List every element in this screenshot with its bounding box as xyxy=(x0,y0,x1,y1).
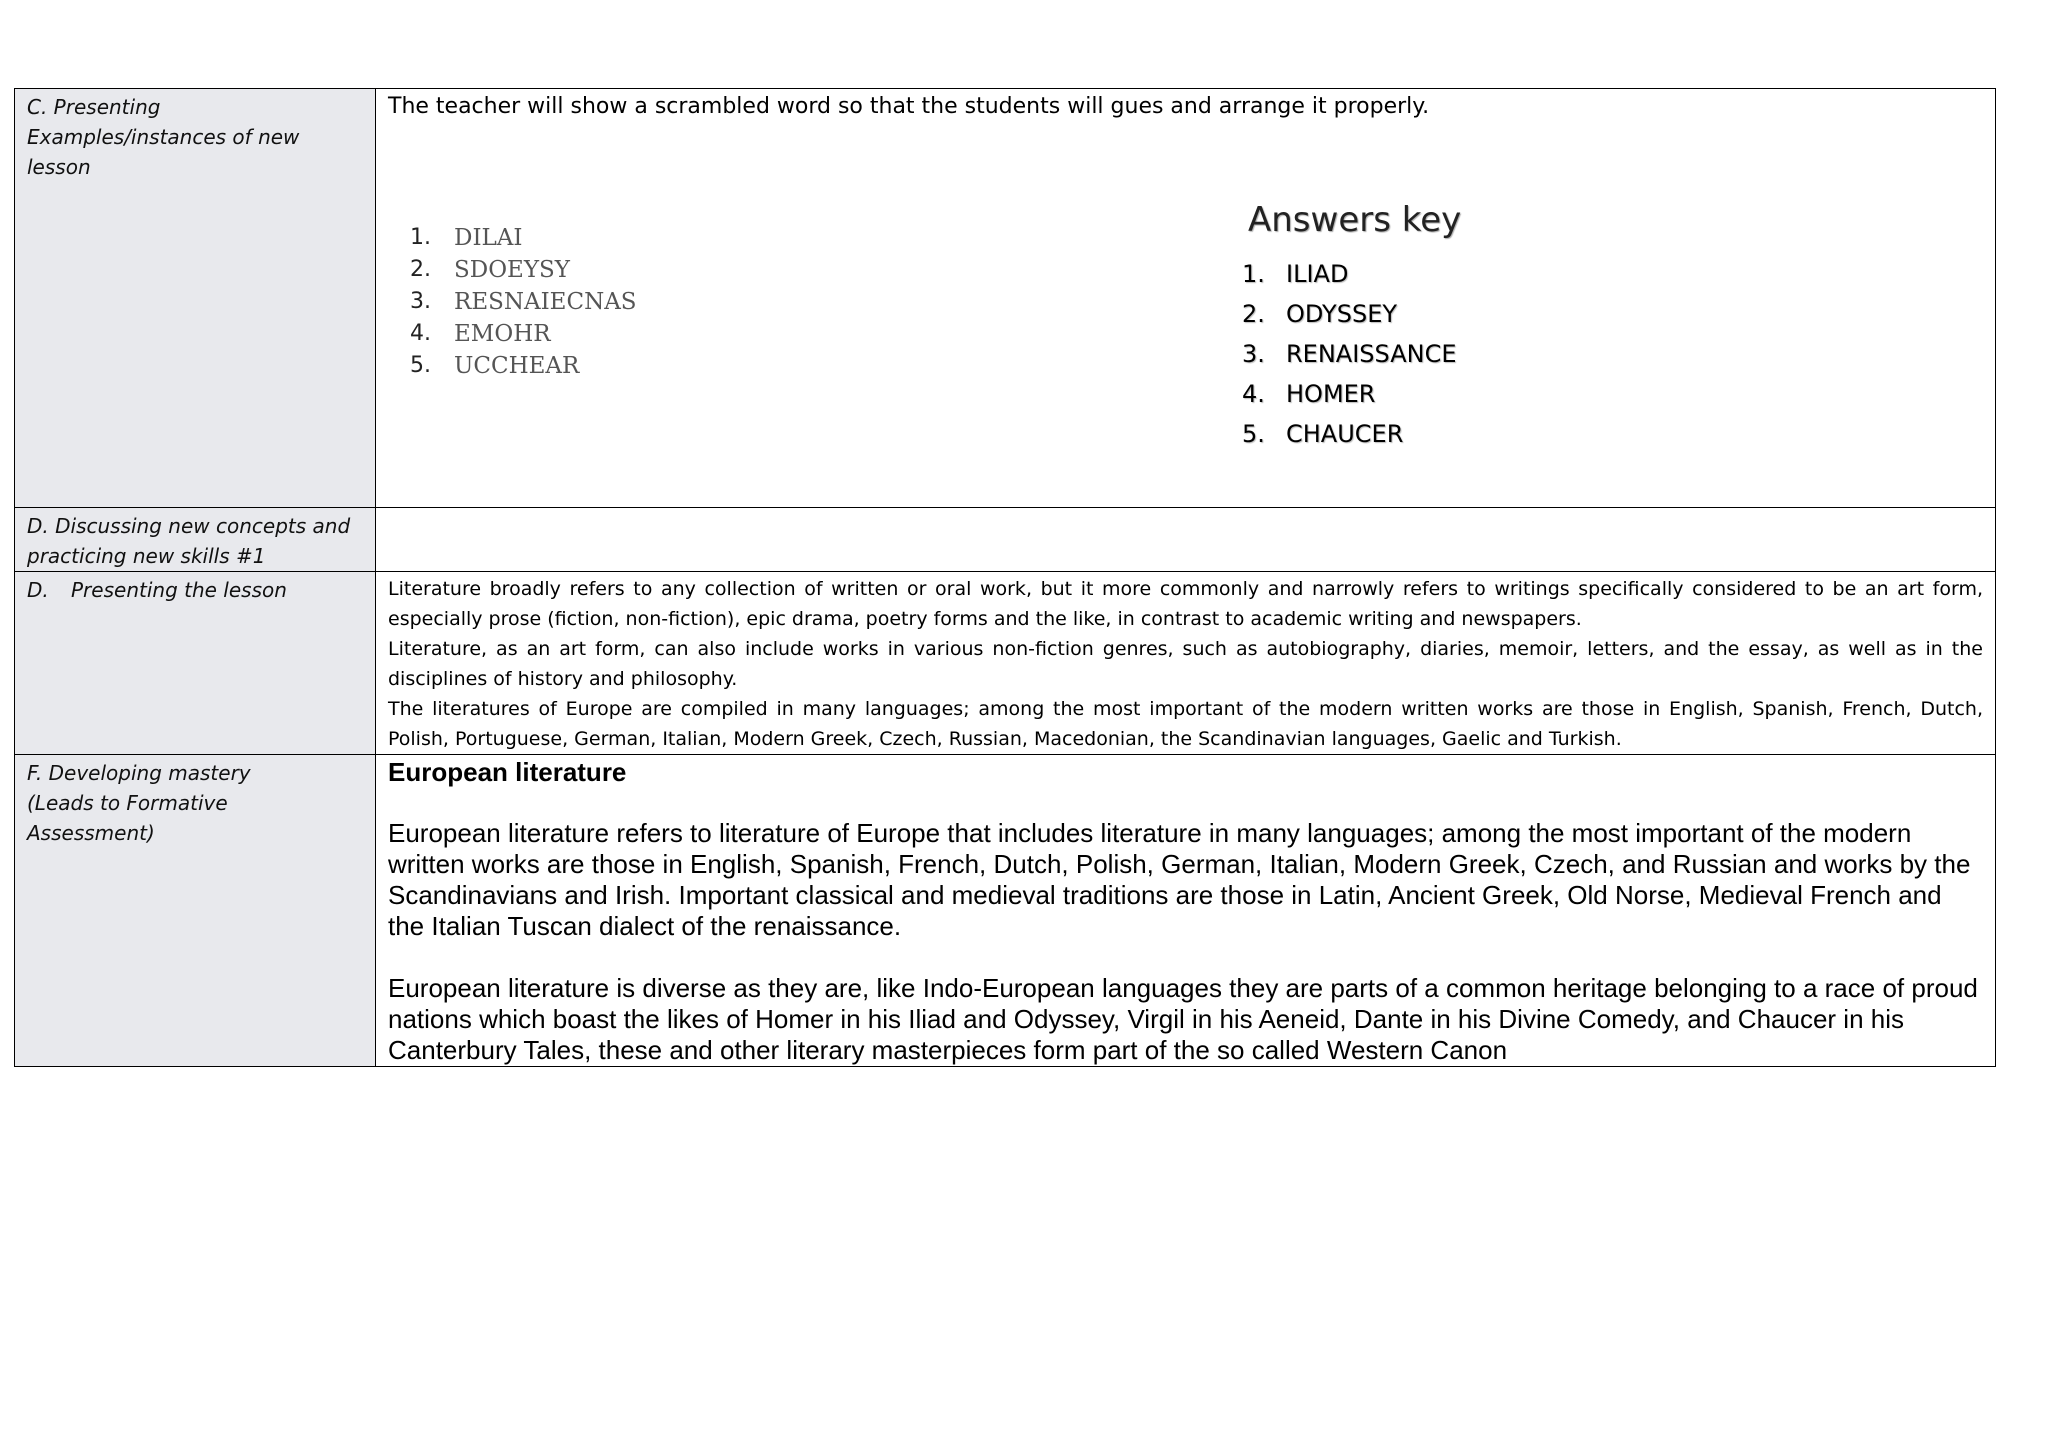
instruction-text: The teacher will show a scrambled word so that the students will gues and arrange it properly. xyxy=(388,94,1430,119)
scrambled-words-list xyxy=(410,222,637,382)
label-cell-c xyxy=(15,89,376,508)
list-number: 2. xyxy=(410,257,431,282)
answers-key-title: Answers key xyxy=(1248,200,1462,240)
list-item xyxy=(1242,374,1457,414)
row-label-f: F. Developing mastery (Leads to Formative Assessment) xyxy=(27,761,251,845)
row-label-d2 xyxy=(27,575,365,605)
list-item xyxy=(1242,254,1457,294)
answer-word: HOMER xyxy=(1286,380,1376,408)
content-cell-d2 xyxy=(376,572,1996,755)
list-number: 4. xyxy=(410,321,431,346)
list-number: 4. xyxy=(1242,380,1265,408)
scrambled-word: EMOHR xyxy=(454,321,551,347)
label-cell-f xyxy=(15,755,376,1067)
scrambled-word: RESNAIECNAS xyxy=(454,289,637,315)
list-item xyxy=(410,254,637,286)
row-developing-mastery xyxy=(15,755,1996,1067)
label-cell-d1 xyxy=(15,508,376,572)
content-cell-d1 xyxy=(376,508,1996,572)
scrambled-word: UCCHEAR xyxy=(454,353,580,379)
list-number: 3. xyxy=(410,289,431,314)
list-item xyxy=(410,318,637,350)
list-item xyxy=(410,286,637,318)
answer-word: ILIAD xyxy=(1286,260,1349,288)
list-item xyxy=(1242,414,1457,454)
list-number: 1. xyxy=(410,225,431,250)
content-cell-f xyxy=(376,755,1996,1067)
answer-word: CHAUCER xyxy=(1286,420,1404,448)
row-presenting-lesson xyxy=(15,572,1996,755)
list-item xyxy=(410,350,637,382)
list-item xyxy=(410,222,637,254)
scrambled-word: SDOEYSY xyxy=(454,257,570,283)
section-paragraph: European literature is diverse as they are, like Indo-European languages they are parts of a common heritage belonging to a race of proud nations which boast the likes of Homer in his Iliad and Odyssey, Virgil in his Aeneid, Dante in his Divine Comedy, and Chaucer in his Canterbury Tales, these and other literary masterpieces form part of the so called Western Canon xyxy=(388,973,1978,1065)
lesson-paragraph: The literatures of Europe are compiled in many languages; among the most important of the modern written works are those in English, Spanish, French, Dutch, Polish, Portuguese, German, Italian, Modern Greek, Czech, Russian, Macedonian, the Scandinavian languages, Gaelic and Turkish. xyxy=(388,698,1983,750)
lesson-text xyxy=(388,574,1983,754)
answer-word: ODYSSEY xyxy=(1286,300,1398,328)
section-title: European literature xyxy=(388,757,627,787)
list-number: 5. xyxy=(410,353,431,378)
label-cell-d2 xyxy=(15,572,376,755)
list-item xyxy=(1242,294,1457,334)
lesson-plan-table xyxy=(14,88,1996,1067)
section-paragraph: European literature refers to literature of Europe that includes literature in many languages; among the most important of the modern written works are those in English, Spanish, French, Dutch, Polish, German, Italian, Modern Greek, Czech, and Russian and works by the Scandinavians and Irish. Important classical and medieval traditions are those in Latin, Ancient Greek, Old Norse, Medieval French and the Italian Tuscan dialect of the renaissance. xyxy=(388,818,1971,941)
answers-list xyxy=(1242,254,1457,454)
lesson-paragraph: Literature broadly refers to any collection of written or oral work, but it more commonly and narrowly refers to writings specifically considered to be an art form, especially prose (fiction, non-fiction), epic drama, poetry forms and the like, in contrast to academic writing and newspapers. xyxy=(388,578,1983,630)
list-number: 1. xyxy=(1242,260,1265,288)
row-label-c: C. Presenting Examples/instances of new lesson xyxy=(27,95,300,179)
list-item xyxy=(1242,334,1457,374)
row-discussing-concepts xyxy=(15,508,1996,572)
row-label-d1: D. Discussing new concepts and practicing new skills #1 xyxy=(27,514,351,568)
list-number: 2. xyxy=(1242,300,1265,328)
row-presenting-examples xyxy=(15,89,1996,508)
lesson-paragraph: Literature, as an art form, can also include works in various non-fiction genres, such as autobiography, diaries, memoir, letters, and the essay, as well as in the disciplines of history and philosophy. xyxy=(388,638,1983,690)
row-label-d2-prefix: D. xyxy=(27,578,49,602)
answer-word: RENAISSANCE xyxy=(1286,340,1457,368)
list-number: 3. xyxy=(1242,340,1265,368)
list-number: 5. xyxy=(1242,420,1265,448)
row-label-d2-text: Presenting the lesson xyxy=(71,578,287,602)
scrambled-word: DILAI xyxy=(454,225,523,251)
